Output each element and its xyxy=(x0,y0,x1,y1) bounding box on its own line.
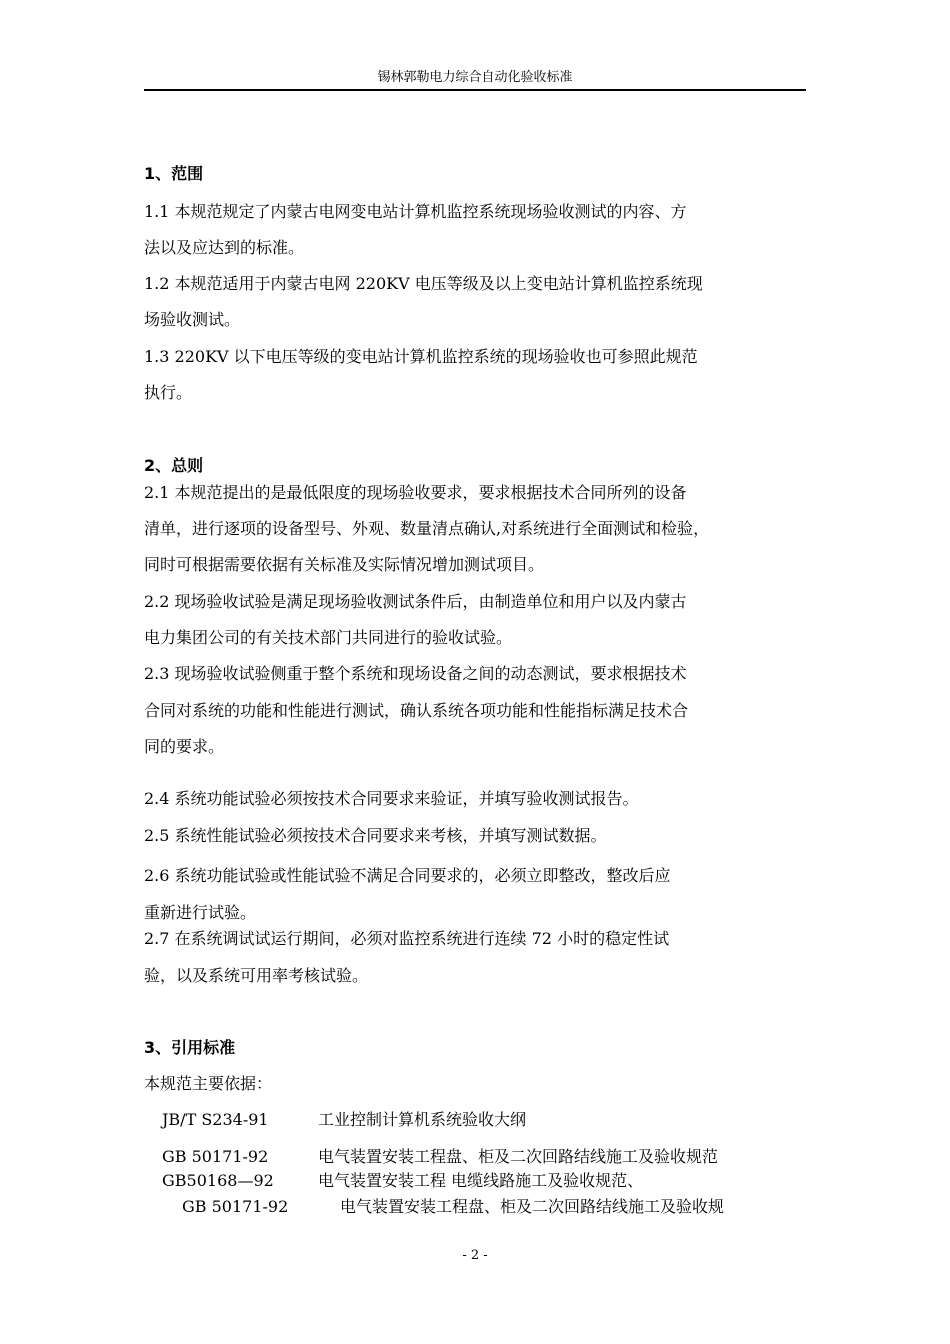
standard-code: JB/T S234-91 xyxy=(162,1110,269,1129)
paragraph-line: 本规范主要依据： xyxy=(144,1074,273,1093)
standard-title: 电气装置安装工程盘、柜及二次回路结线施工及验收规 xyxy=(340,1197,725,1216)
paragraph-line: 同的要求。 xyxy=(144,737,225,756)
page-number: - 2 - xyxy=(462,1248,488,1263)
paragraph-line: 场验收测试。 xyxy=(144,310,241,329)
section-heading-general: 2、总则 xyxy=(144,456,204,475)
running-header: 锡林郭勒电力综合自动化验收标准 xyxy=(377,70,573,85)
paragraph-line: 合同对系统的功能和性能进行测试，确认系统各项功能和性能指标满足技术合 xyxy=(144,701,689,720)
paragraph-line: 重新进行试验。 xyxy=(144,903,257,922)
standard-code: GB 50171-92 xyxy=(182,1197,289,1216)
paragraph-line: 执行。 xyxy=(144,383,193,402)
standard-title: 电气装置安装工程 电缆线路施工及验收规范、 xyxy=(318,1171,644,1190)
standard-title: 电气装置安装工程盘、柜及二次回路结线施工及验收规范 xyxy=(318,1147,719,1166)
paragraph-line: 1.3 220KV 以下电压等级的变电站计算机监控系统的现场验收也可参照此规范 xyxy=(144,347,698,366)
paragraph-line: 电力集团公司的有关技术部门共同进行的验收试验。 xyxy=(144,628,513,647)
paragraph-line: 法以及应达到的标准。 xyxy=(144,238,305,257)
standard-code: GB 50171-92 xyxy=(162,1147,269,1166)
section-heading-scope: 1、范围 xyxy=(144,164,204,183)
paragraph-line: 2.1 本规范提出的是最低限度的现场验收要求，要求根据技术合同所列的设备 xyxy=(144,483,687,502)
standard-title: 工业控制计算机系统验收大纲 xyxy=(318,1110,527,1129)
section-heading-references: 3、引用标准 xyxy=(144,1038,236,1057)
paragraph-line: 2.6 系统功能试验或性能试验不满足合同要求的，必须立即整改，整改后应 xyxy=(144,866,671,885)
paragraph-line: 2.7 在系统调试试运行期间，必须对监控系统进行连续 72 小时的稳定性试 xyxy=(144,929,670,948)
paragraph-line: 2.3 现场验收试验侧重于整个系统和现场设备之间的动态测试，要求根据技术 xyxy=(144,664,687,683)
paragraph-line: 同时可根据需要依据有关标准及实际情况增加测试项目。 xyxy=(144,555,545,574)
paragraph-line: 验，以及系统可用率考核试验。 xyxy=(144,966,369,985)
paragraph-line: 2.2 现场验收试验是满足现场验收测试条件后，由制造单位和用户以及内蒙古 xyxy=(144,592,687,611)
paragraph-line: 1.2 本规范适用于内蒙古电网 220KV 电压等级及以上变电站计算机监控系统现 xyxy=(144,274,703,293)
paragraph-line: 清单，进行逐项的设备型号、外观、数量清点确认,对系统进行全面测试和检验， xyxy=(144,519,710,538)
standard-code: GB50168—92 xyxy=(162,1171,274,1190)
paragraph-line: 2.5 系统性能试验必须按技术合同要求来考核，并填写测试数据。 xyxy=(144,826,607,845)
paragraph-line: 1.1 本规范规定了内蒙古电网变电站计算机监控系统现场验收测试的内容、方 xyxy=(144,202,687,221)
paragraph-line: 2.4 系统功能试验必须按技术合同要求来验证，并填写验收测试报告。 xyxy=(144,789,639,808)
header-rule xyxy=(144,89,806,91)
